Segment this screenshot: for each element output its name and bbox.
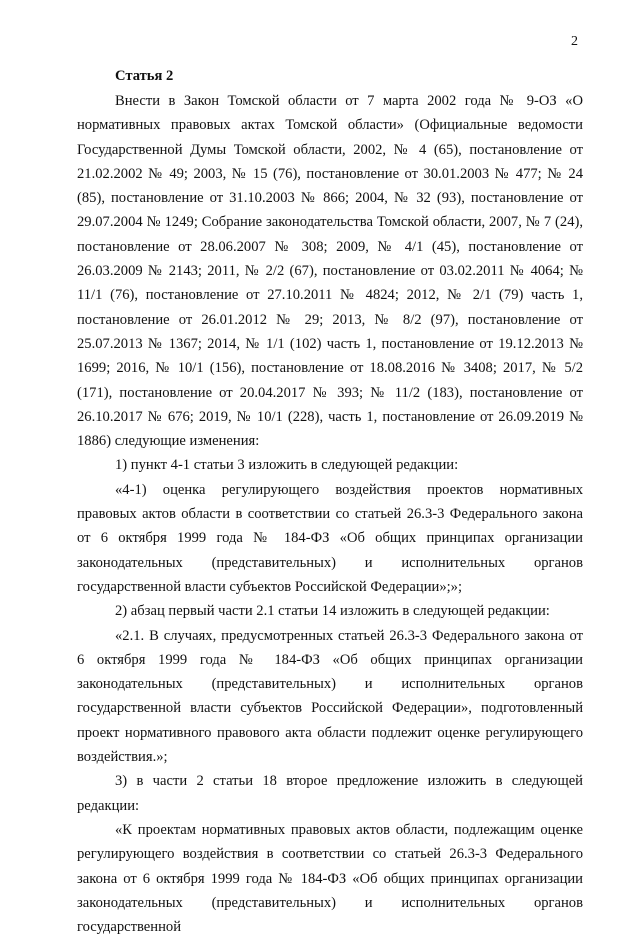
article-heading: Статья 2 [115,68,174,84]
paragraph-intro: Внести в Закон Томской области от 7 марта 2002 года № 9-ОЗ «О нормативных правовых актах Томской области» (Официальные ведомости Государственной Думы Томской области, 2002, № 4 (65), постановление от 21.02.2002 № 49; 2003, № 15 (76), постановление от 30.01.2003 № 477; № 24 (85), постановление от 31.10.2003 № 866; 2004, № 32 (93), постановление от 29.07.2004 № 1249; Собрание законодательства Томской области, 2007, № 7 (24), постановление от 28.06.2007 № 308; 2009, № 4/1 (45), постановление от 26.03.2009 № 2143; 2011, № 2/2 (67), постановление от 03.02.2011 № 4064; № 11/1 (76), постановление от 27.10.2011 № 4824; 2012, № 2/1 (79) часть 1, постановление от 26.01.2012 № 29; 2013, № 8/2 (97), постановление от 25.07.2013 № 1367; 2014, № 1/1 (102) часть 1, постановление от 19.12.2013 № 1699; 2016, № 10/1 (156), постановление от 18.08.2016 № 3408; 2017, № 5/2 (171), постановление от 20.04.2017 № 393; № 11/2 (183), постановление от 26.10.2017 № 676; 2019, № 10/1 (228), часть 1, постановление от 26.09.2019 № 1886) следующие изменения: [77,93,583,450]
paragraph-item-1: 1) пункт 4-1 статьи 3 изложить в следующей редакции: [115,457,459,474]
page-number: 2 [571,34,578,49]
paragraph-item-2: 2) абзац первый части 2.1 статьи 14 изложить в следующей редакции: [115,603,550,620]
paragraph-item-2-text: «2.1. В случаях, предусмотренных статьей 26.3-3 Федерального закона от 6 октября 1999 года № 184-ФЗ «Об общих принципах организации законодательных (представительных) и исполнительных органов государственной власти субъектов Российской Федерации», подготовленный проект нормативного правового акта области подлежит оценке регулирующего воздействия.»; [77,627,583,766]
paragraph-item-3: 3) в части 2 статьи 18 второе предложение изложить в следующей редакции: [77,773,583,814]
paragraph-item-1-text: «4-1) оценка регулирующего воздействия проектов нормативных правовых актов области в соответствии со статьей 26.3-3 Федерального закона от 6 октября 1999 года № 184-ФЗ «Об общих принципах организации законодательных (представительных) и исполнительных органов государственной власти субъектов Российской Федерации»;»; [77,481,583,595]
document-body [77,64,583,939]
paragraph-item-3-text: «К проектам нормативных правовых актов области, подлежащим оценке регулирующего воздействия в соответствии со статьей 26.3-3 Федерального закона от 6 октября 1999 года № 184-ФЗ «Об общих принципах организации законодательных (представительных) и исполнительных органов государственной [77,821,583,936]
